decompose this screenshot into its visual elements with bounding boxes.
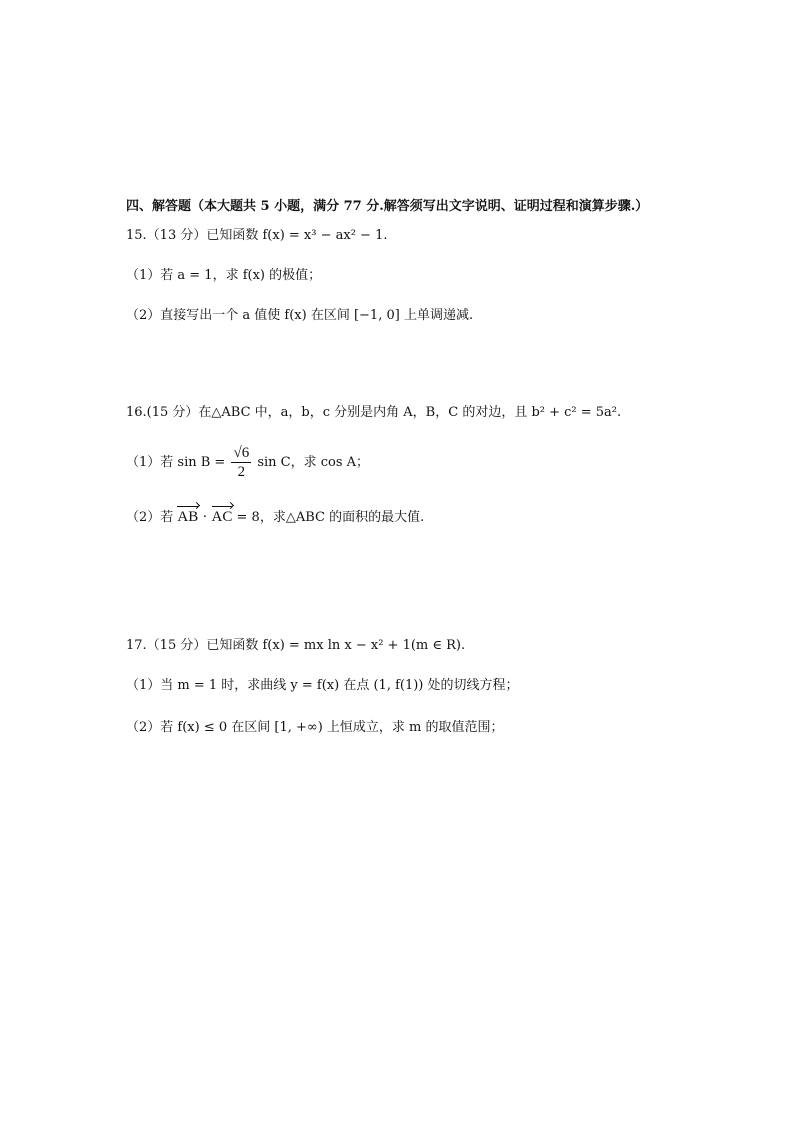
q15-part1: （1）若 a = 1，求 f(x) 的极值； (126, 268, 322, 283)
q16-part2 (126, 507, 424, 528)
q16-part2-prefix: （2）若 (126, 510, 174, 525)
q16-part1-prefix: （1）若 sin B = (126, 455, 226, 470)
vector-ab: AB (177, 509, 199, 525)
q17-part1: （1）当 m = 1 时，求曲线 y = f(x) 在点 (1, f(1)) 处的切线方程； (126, 678, 519, 693)
q17-stem: 17.（15 分）已知函数 f(x) = mx ln x − x² + 1(m ∈ R). (126, 638, 466, 653)
q15-part2: （2）直接写出一个 a 值使 f(x) 在区间 [−1, 0] 上单调递减. (126, 308, 474, 323)
section-header: 四、解答题（本大题共 5 小题，满分 77 分.解答须写出文字说明、证明过程和演算步骤.） (126, 199, 649, 214)
q16-part1 (126, 444, 369, 481)
q16-part1-suffix: sin C，求 cos A； (257, 455, 370, 470)
q16-stem: 16.(15 分）在△ABC 中，a，b，c 分别是内角 A，B，C 的对边，且 b² + c² = 5a². (126, 405, 622, 420)
sqrt6: √6 (233, 445, 250, 461)
fraction-numerator (231, 444, 251, 463)
fraction-denominator: 2 (237, 464, 246, 480)
q17-part2: （2）若 f(x) ≤ 0 在区间 [1, +∞) 上恒成立，求 m 的取值范围； (126, 720, 504, 735)
vector-ac: AC (211, 509, 233, 525)
dot-operator: · (202, 509, 208, 525)
q16-part2-suffix: = 8，求△ABC 的面积的最大值. (236, 510, 425, 525)
sqrt6-over-2-fraction (231, 444, 251, 481)
q15-stem: 15.（13 分）已知函数 f(x) = x³ − ax² − 1. (126, 228, 388, 243)
